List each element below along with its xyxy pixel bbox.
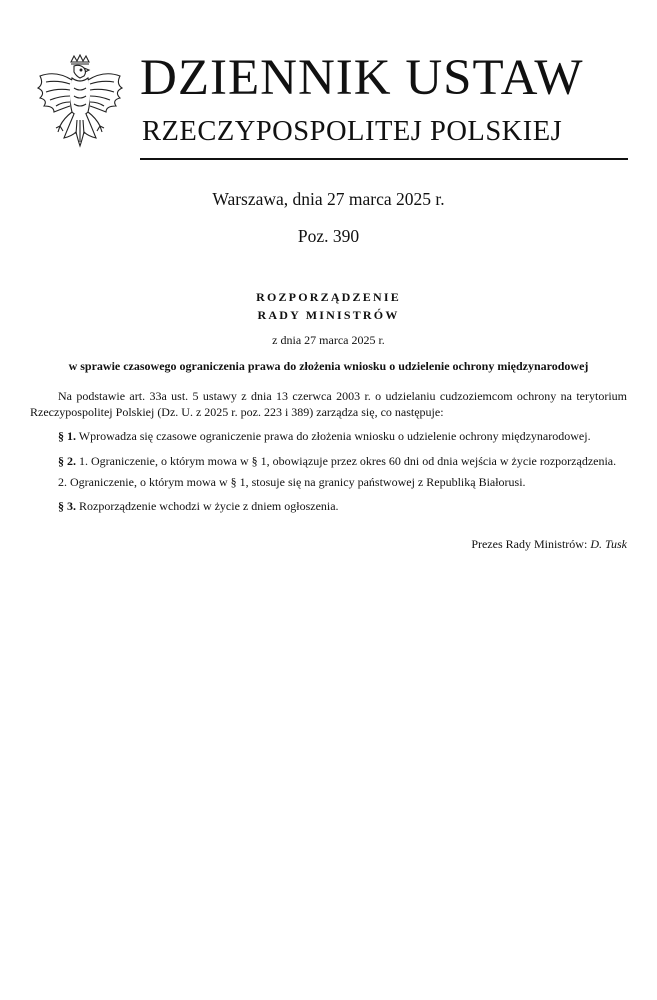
paragraph-text: 1. Ograniczenie, o którym mowa w § 1, obowiązuje przez okres 60 dni od dnia wejścia w życie rozporządzenia.: [79, 454, 617, 468]
preamble: Na podstawie art. 33a ust. 5 ustawy z dnia 13 czerwca 2003 r. o udzielaniu cudzoziemcom ochrony na terytorium Rzeczypospolitej Polskiej (Dz. U. z 2025 r. poz. 223 i 389) zarządza się, co następuje:: [30, 389, 627, 419]
journal-subtitle: RZECZYPOSPOLITEJ POLSKIEJ: [142, 116, 563, 147]
signature: [471, 537, 627, 552]
paragraph-text: Rozporządzenie wchodzi w życie z dniem ogłoszenia.: [79, 499, 339, 513]
paragraph-1: [30, 429, 627, 445]
act-subject: w sprawie czasowego ograniczenia prawa do złożenia wniosku o udzielenie ochrony międzynarodowej: [68, 359, 589, 373]
place-date: Warszawa, dnia 27 marca 2025 r.: [212, 189, 445, 209]
paragraph-text: Wprowadza się czasowe ograniczenie prawa do złożenia wniosku o udzielenie ochrony międzynarodowej.: [78, 429, 591, 443]
position-number: Poz. 390: [297, 226, 360, 246]
paragraph-mark: § 3.: [58, 499, 76, 513]
act-type: ROZPORZĄDZENIE: [256, 290, 401, 304]
white-eagle-emblem-icon: [34, 54, 126, 158]
signature-role: Prezes Rady Ministrów:: [471, 537, 588, 551]
paragraph-2-clause-2: [30, 475, 627, 491]
act-date: z dnia 27 marca 2025 r.: [272, 333, 385, 347]
act-issuer: RADY MINISTRÓW: [257, 308, 400, 322]
masthead: [30, 48, 628, 163]
paragraph-mark: § 2.: [58, 454, 76, 468]
paragraph-mark: § 1.: [58, 429, 76, 443]
paragraph-2: [30, 454, 627, 470]
journal-title: DZIENNIK USTAW: [140, 50, 584, 106]
signature-name: D. Tusk: [590, 537, 627, 551]
paragraph-text: 2. Ograniczenie, o którym mowa w § 1, stosuje się na granicy państwowej z Republiką Białorusi.: [58, 475, 526, 489]
paragraph-3: [30, 499, 627, 515]
masthead-rule: [140, 158, 628, 160]
